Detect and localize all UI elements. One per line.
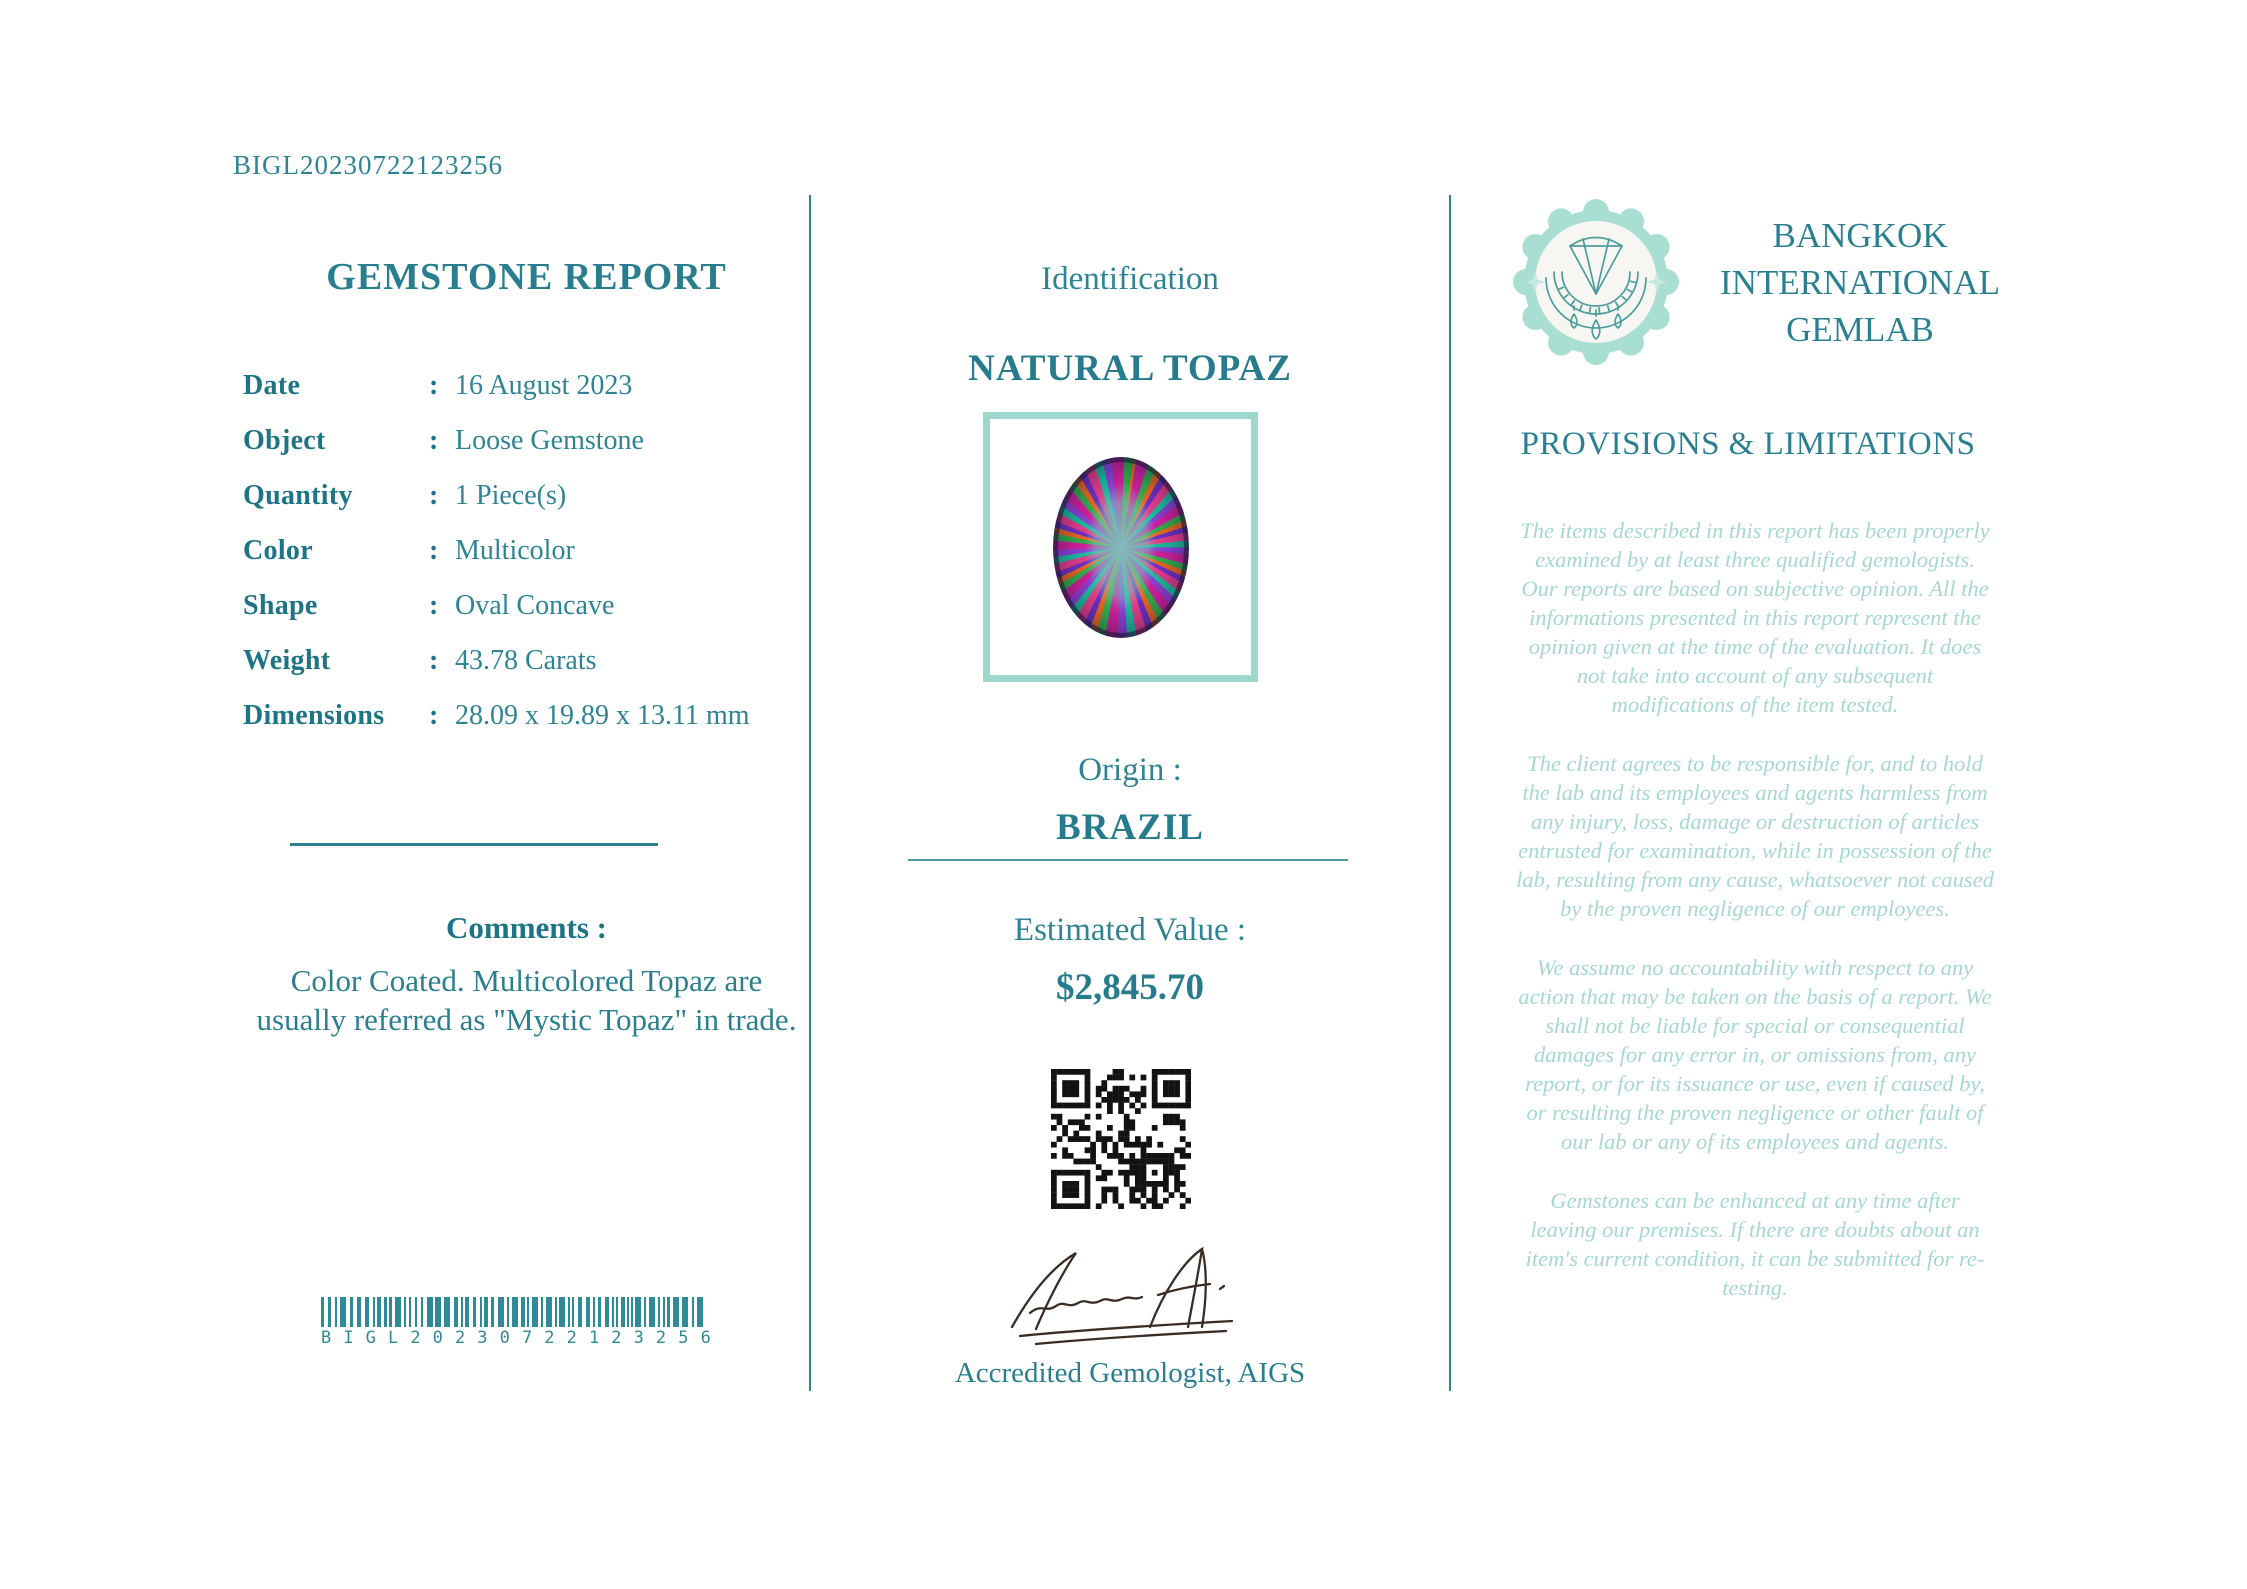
field-label: Quantity <box>243 480 353 511</box>
comments-heading: Comments : <box>446 910 607 945</box>
field-label: Weight <box>243 645 331 676</box>
field-colon: : <box>429 700 439 731</box>
field-value: 1 Piece(s) <box>455 480 567 511</box>
lab-name: BANGKOK INTERNATIONAL GEMLAB <box>1720 216 2000 349</box>
barcode <box>321 1297 711 1348</box>
field-label: Object <box>243 425 326 456</box>
field-colon: : <box>429 425 439 456</box>
provision-paragraph: We assume no accountability with respect to any action that may be taken on the basis of a report. We shall not be liable for special or consequential damages for any error in, or omissions from, any report, or for its issuance or use, even if caused by, or resulting the proven negligence or other fault of our lab or any of its employees and agents. <box>1518 955 1992 1154</box>
gemologist-signature <box>1000 1235 1250 1355</box>
field-row-date <box>243 371 810 401</box>
comments-divider-rule <box>290 843 658 846</box>
field-row-shape <box>243 591 810 621</box>
field-row-weight <box>243 646 810 676</box>
field-colon: : <box>429 590 439 621</box>
report-fields <box>243 371 810 731</box>
field-value: Multicolor <box>455 535 575 566</box>
barcode-bars <box>321 1297 711 1327</box>
gemstone-photo <box>1053 457 1189 638</box>
report-number: BIGL20230722123256 <box>233 150 503 180</box>
identification-heading: Identification <box>1041 261 1219 297</box>
provisions-paragraphs <box>1515 516 1995 1332</box>
estimated-value: $2,845.70 <box>1056 967 1204 1008</box>
provision-paragraph: Gemstones can be enhanced at any time after leaving our premises. If there are doubts about an item's current condition, it can be submitted for re-testing. <box>1525 1188 1985 1300</box>
provision-paragraph: The items described in this report has been properly examined by at least three qualified gemologists. Our reports are based on subjective opinion. All the informations presented in this report represent the opinion given at the time of the evaluation. It does not take into account of any subsequent modifications of the item tested. <box>1520 518 1990 717</box>
field-row-dimensions <box>243 701 810 731</box>
report-title: GEMSTONE REPORT <box>326 256 727 298</box>
field-label: Date <box>243 370 301 401</box>
field-colon: : <box>429 370 439 401</box>
gem-identity: NATURAL TOPAZ <box>968 348 1292 389</box>
field-row-color <box>243 536 810 566</box>
field-value: Loose Gemstone <box>455 425 644 456</box>
field-colon: : <box>429 480 439 511</box>
field-label: Color <box>243 535 313 566</box>
provision-paragraph: The client agrees to be responsible for, and to hold the lab and its employees and agents harmless from any injury, loss, damage or destruction of articles entrusted for examination, while in possession of the lab, resulting from any cause, whatsoever not caused by the proven negligence of our employees. <box>1516 751 1994 921</box>
origin-divider-rule <box>908 859 1348 861</box>
provisions-title: PROVISIONS & LIMITATIONS <box>1520 426 1976 462</box>
lab-provisions-section <box>1450 198 2080 1438</box>
field-value: 43.78 Carats <box>455 645 597 676</box>
field-colon: : <box>429 535 439 566</box>
signatory-title: Accredited Gemologist, AIGS <box>954 1357 1306 1389</box>
field-row-object <box>243 426 810 456</box>
gem-photo-frame <box>983 412 1258 682</box>
field-value: Oval Concave <box>455 590 615 621</box>
identification-section <box>810 255 1450 1435</box>
comments-text: Color Coated. Multicolored Topaz are usually referred as "Mystic Topaz" in trade. <box>256 963 797 1037</box>
field-colon: : <box>429 645 439 676</box>
origin-value: BRAZIL <box>1056 807 1204 848</box>
field-row-quantity <box>243 481 810 511</box>
qr-code <box>1051 1069 1191 1209</box>
estimated-value-label: Estimated Value : <box>1013 912 1247 948</box>
field-value: 28.09 x 19.89 x 13.11 mm <box>455 700 750 731</box>
field-value: 16 August 2023 <box>455 370 633 401</box>
report-details-section <box>243 255 810 1435</box>
field-label: Shape <box>243 590 318 621</box>
logo-inner-disc <box>1535 221 1657 343</box>
origin-label: Origin : <box>1078 752 1182 788</box>
qr-code-svg <box>1051 1069 1191 1209</box>
field-label: Dimensions <box>243 700 385 731</box>
barcode-text: B I G L 2 0 2 3 0 7 2 2 1 2 3 2 5 6 <box>321 1328 711 1348</box>
